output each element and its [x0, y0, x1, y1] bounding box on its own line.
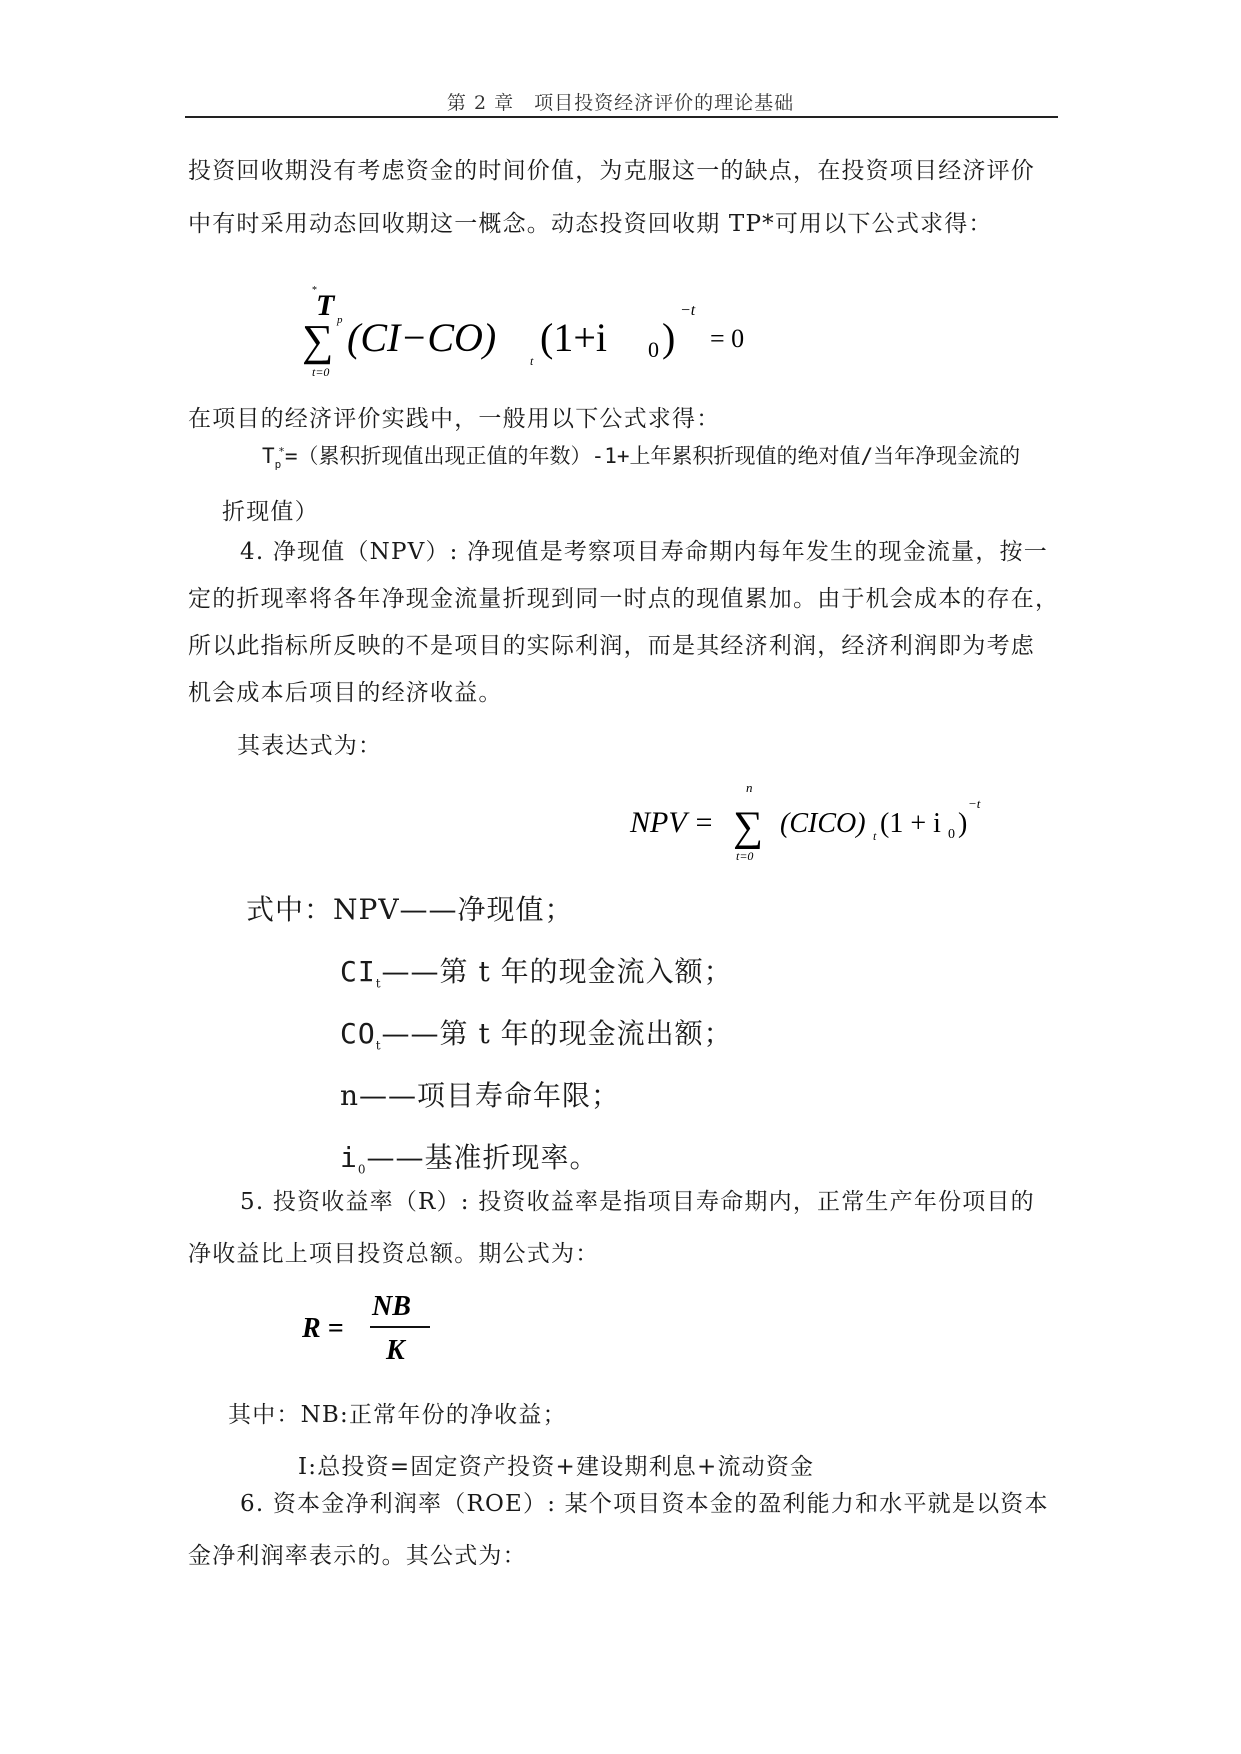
- sum-upper-sub: p: [337, 314, 343, 326]
- definition-n: n——项目寿命年限；: [340, 1079, 621, 1112]
- exponent: −t: [680, 302, 696, 319]
- paragraph-line: 5. 投资收益率（R）: 投资收益率是指项目寿命期内，正常生产年份项目的: [240, 1189, 1035, 1215]
- roi-denominator: K: [386, 1335, 405, 1366]
- paragraph-line: 中有时采用动态回收期这一概念。动态投资回收期 TP*可用以下公式求得：: [188, 211, 993, 237]
- sum-lower-limit: t=0: [312, 365, 330, 379]
- discount-factor-sub: 0: [948, 827, 955, 842]
- discount-factor-close: ): [662, 315, 676, 360]
- paragraph-line: 所以此指标所反映的不是项目的实际利润，而是其经济利润，经济利润即为考虑: [188, 633, 1035, 659]
- paragraph-line: I:总投资=固定资产投资+建设期利息+流动资金: [298, 1454, 815, 1480]
- npv-formula: [628, 778, 988, 868]
- payback-calc-text: =（累积折现值出现正值的年数）-1+上年累积折现值的绝对值/当年净现金流的: [284, 444, 1021, 468]
- paragraph-line: 折现值）: [222, 499, 319, 525]
- sum-lower-limit: t=0: [736, 849, 754, 863]
- paragraph-line: 其中：NB:正常年份的净收益；: [228, 1402, 567, 1428]
- roi-formula: [300, 1285, 450, 1370]
- paragraph-line: 投资回收期没有考虑资金的时间价值，为克服这一的缺点，在投资项目经济评价: [188, 158, 1035, 184]
- paragraph-line: 6. 资本金净利润率（ROE）: 某个项目资本金的盈利能力和水平就是以资本: [240, 1491, 1049, 1517]
- sum-upper-limit: n: [746, 780, 753, 795]
- sum-upper-sup: *: [312, 285, 317, 296]
- payback-symbol-script: $_p$*: [274, 445, 285, 472]
- cash-flow-term: (CICO): [780, 808, 866, 839]
- discount-factor-close: ): [958, 808, 968, 839]
- cash-flow-sub: t: [873, 829, 877, 843]
- exponent: −t: [968, 796, 981, 811]
- paragraph-line: 其表达式为：: [237, 733, 383, 759]
- cash-flow-term: (CI−CO): [347, 315, 497, 360]
- paragraph-line: 4. 净现值（NPV）: 净现值是考察项目寿命期内每年发生的现金流量，按一: [240, 539, 1048, 565]
- running-header: 第 2 章 项目投资经济评价的理论基础: [446, 92, 795, 114]
- sigma-symbol: ∑: [302, 316, 334, 365]
- roi-numerator: NB: [372, 1291, 411, 1322]
- sum-upper-limit: T: [316, 289, 335, 322]
- paragraph-line: 机会成本后项目的经济收益。: [188, 680, 503, 706]
- discount-factor-sub: 0: [648, 337, 659, 362]
- paragraph-line: 金净利润率表示的。其公式为：: [188, 1543, 527, 1569]
- npv-lhs: NPV =: [630, 806, 714, 839]
- paragraph-line: 在项目的经济评价实践中，一般用以下公式求得：: [188, 406, 721, 432]
- equals-zero: = 0: [710, 324, 745, 353]
- discount-factor: (1+i: [540, 315, 607, 360]
- discount-factor: (1 + i: [880, 808, 941, 839]
- definition-i0: $i_0——$基准折现率。: [340, 1141, 599, 1177]
- definition-ci: $CI_t——$第 t 年的现金流入额；: [340, 955, 733, 991]
- paragraph-line: 定的折现率将各年净现金流量折现到同一时点的现值累加。由于机会成本的存在，: [188, 586, 1060, 612]
- payback-calc-line: [262, 440, 1020, 471]
- definition-heading: 式中：NPV——净现值；: [246, 893, 574, 926]
- payback-symbol: T: [262, 444, 275, 468]
- roi-lhs: R =: [302, 1313, 344, 1344]
- header-rule: [185, 116, 1058, 118]
- sigma-symbol: ∑: [733, 804, 763, 850]
- dynamic-payback-formula: [300, 285, 780, 390]
- cash-flow-sub: t: [530, 354, 534, 368]
- paragraph-line: 净收益比上项目投资总额。期公式为：: [188, 1241, 600, 1267]
- definition-co: $CO_t——$第 t 年的现金流出额；: [340, 1017, 733, 1053]
